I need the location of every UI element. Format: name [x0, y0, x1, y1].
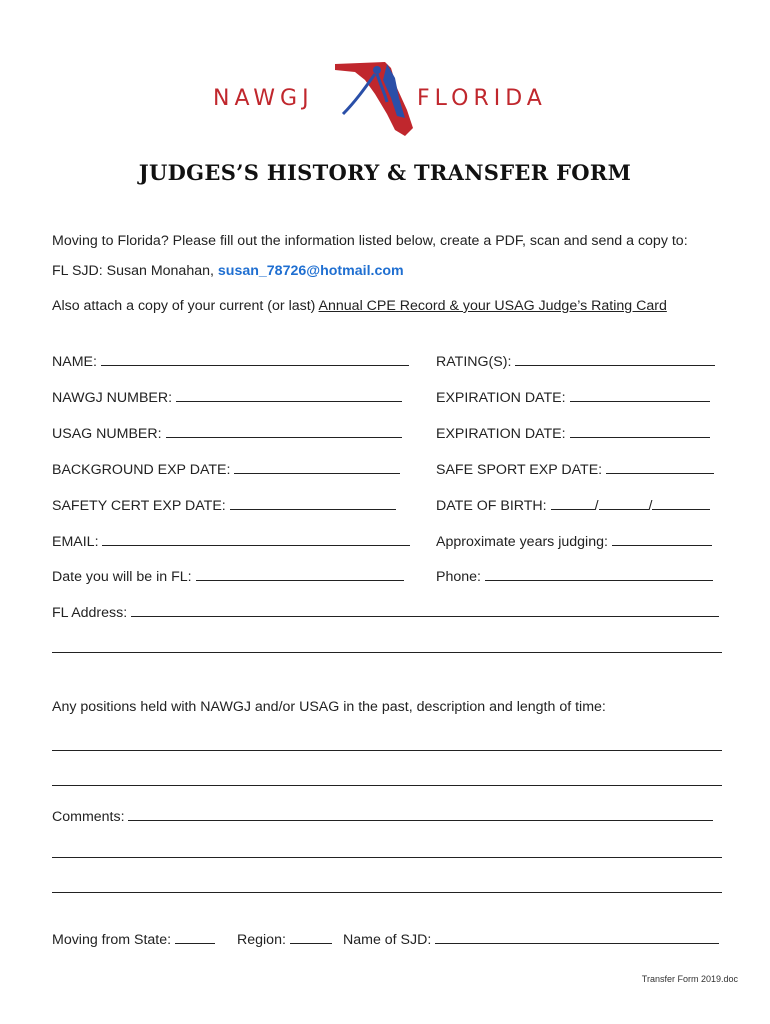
nawgj-florida-logo	[205, 58, 565, 140]
nawgj-number-field[interactable]	[52, 387, 402, 406]
usag-number-label: USAG NUMBER:	[52, 426, 162, 442]
safe-sport-field[interactable]	[436, 459, 714, 478]
phone-field[interactable]	[436, 566, 713, 585]
fl-address-line-2[interactable]	[52, 652, 722, 653]
attach-instruction: Also attach a copy of your current (or last)	[52, 298, 316, 314]
intro-line-3	[52, 298, 667, 314]
date-in-fl-label: Date you will be in FL:	[52, 569, 192, 585]
comments-label: Comments:	[52, 809, 125, 825]
comments-line-3[interactable]	[52, 892, 722, 893]
nawgj-number-label: NAWGJ NUMBER:	[52, 390, 173, 406]
background-exp-label: BACKGROUND EXP DATE:	[52, 462, 231, 478]
background-exp-field[interactable]	[52, 459, 400, 478]
region-label: Region:	[237, 932, 286, 948]
moving-from-label: Moving from State:	[52, 932, 172, 948]
positions-label: Any positions held with NAWGJ and/or USAG in the past, description and length of time:	[52, 699, 606, 715]
logo-right-text: FLORIDA	[417, 86, 547, 111]
intro-line-2	[52, 263, 404, 279]
phone-label: Phone:	[436, 569, 481, 585]
date-in-fl-field[interactable]	[52, 566, 404, 585]
expiration-label-2: EXPIRATION DATE:	[436, 426, 566, 442]
logo-left-text: NAWGJ	[213, 86, 314, 111]
safe-sport-label: SAFE SPORT EXP DATE:	[436, 462, 603, 478]
comments-field[interactable]	[52, 806, 713, 825]
dob-field[interactable]: DATE OF BIRTH: / /	[436, 495, 710, 514]
fl-address-label: FL Address:	[52, 605, 128, 621]
sjd-name-label: Name of SJD:	[343, 932, 432, 948]
ratings-label: RATING(S):	[436, 354, 512, 370]
dob-label: DATE OF BIRTH:	[436, 498, 547, 514]
sjd-contact-label: FL SJD: Susan Monahan,	[52, 263, 214, 279]
safety-cert-field[interactable]	[52, 495, 396, 514]
comments-line-2[interactable]	[52, 857, 722, 858]
region-field[interactable]	[237, 929, 332, 948]
moving-from-field[interactable]	[52, 929, 215, 948]
florida-gymnast-icon	[325, 58, 420, 140]
safety-cert-label: SAFETY CERT EXP DATE:	[52, 498, 226, 514]
years-judging-label: Approximate years judging:	[436, 534, 608, 550]
ratings-field[interactable]	[436, 351, 715, 370]
usag-number-field[interactable]	[52, 423, 402, 442]
expiration-date-field-1[interactable]	[436, 387, 710, 406]
sjd-name-field[interactable]	[343, 929, 719, 948]
email-label: EMAIL:	[52, 534, 99, 550]
sjd-email-link[interactable]: susan_78726@hotmail.com	[217, 263, 404, 279]
footer-filename: Transfer Form 2019.doc	[641, 974, 738, 984]
positions-line-1[interactable]	[52, 750, 722, 751]
name-field[interactable]	[52, 351, 409, 370]
years-judging-field[interactable]	[436, 531, 712, 550]
positions-line-2[interactable]	[52, 785, 722, 786]
name-label: NAME:	[52, 354, 97, 370]
intro-line-1: Moving to Florida? Please fill out the information listed below, create a PDF, scan and send a copy to:	[52, 233, 688, 249]
attach-documents: Annual CPE Record & your USAG Judge’s Rating Card	[318, 298, 667, 314]
fl-address-field[interactable]	[52, 602, 719, 621]
email-field[interactable]	[52, 531, 410, 550]
expiration-date-field-2[interactable]	[436, 423, 710, 442]
expiration-label-1: EXPIRATION DATE:	[436, 390, 566, 406]
form-title: JUDGES’S HISTORY & TRANSFER FORM	[138, 160, 632, 185]
